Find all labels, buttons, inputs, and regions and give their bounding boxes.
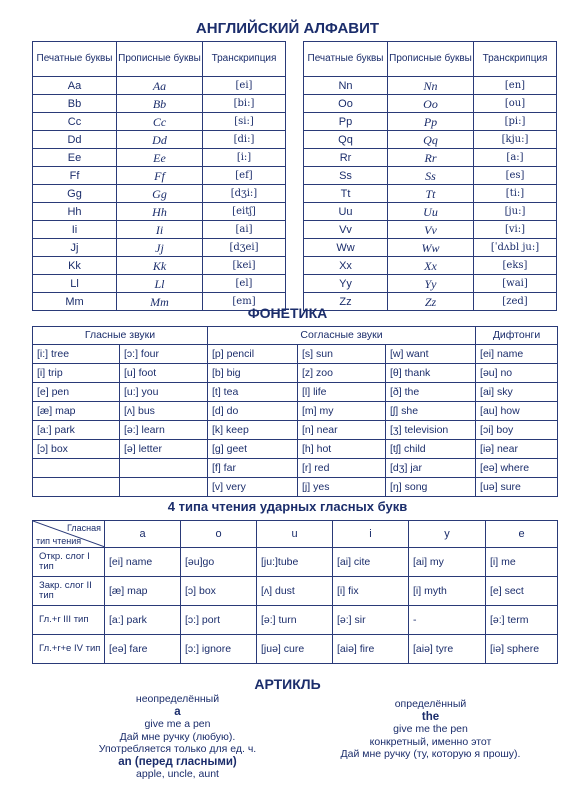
script-letter: Cc [117, 113, 203, 131]
transcription-header: Транскрипция [203, 42, 286, 77]
script-letter: Kk [117, 257, 203, 275]
script-letter: Bb [117, 95, 203, 113]
phonetics-table [32, 326, 558, 497]
reading-cell: [ə:] sir [333, 606, 409, 635]
reading-types-table [32, 520, 558, 664]
printed-letter: Qq [304, 131, 388, 149]
printed-letter: Nn [304, 77, 388, 95]
phonetics-row [33, 459, 558, 478]
sound-cell: [ə:] learn [120, 421, 208, 440]
script-letter: Ii [117, 221, 203, 239]
alphabet-row [33, 77, 286, 95]
alphabet-row [33, 167, 286, 185]
sound-cell: [e] pen [33, 383, 120, 402]
sound-cell: [b] big [208, 364, 298, 383]
definite-word-the: the [421, 710, 440, 723]
sound-cell: [ʒ] television [386, 421, 476, 440]
alphabet-table-right [303, 41, 557, 311]
sound-cell: [ɔi] boy [476, 421, 558, 440]
script-letter: Jj [117, 239, 203, 257]
printed-header: Печатные буквы [33, 42, 117, 77]
sound-cell: [a:] park [33, 421, 120, 440]
printed-letter: Mm [33, 293, 117, 311]
sound-cell: [d] do [208, 402, 298, 421]
phonetics-row [33, 383, 558, 402]
alphabet-row [33, 95, 286, 113]
alphabet-row [304, 203, 557, 221]
script-letter: Qq [388, 131, 474, 149]
indefinite-note: Употребляется только для ед. ч. [98, 743, 257, 755]
indefinite-label: неопределённый [135, 693, 220, 705]
alphabet-header-row [33, 42, 286, 77]
transcription: [wai] [474, 275, 557, 293]
vowel-header: e [486, 521, 558, 548]
vowels-header: Гласные звуки [33, 327, 208, 345]
reading-cell: [juə] cure [257, 635, 333, 664]
transcription: [ai] [203, 221, 286, 239]
vowel-header: o [181, 521, 257, 548]
printed-letter: Dd [33, 131, 117, 149]
indefinite-word-an: an (перед гласными) [118, 755, 237, 768]
alphabet-row [33, 113, 286, 131]
script-letter: Xx [388, 257, 474, 275]
sound-cell [120, 459, 208, 478]
corner-vowel-label: Гласная [67, 523, 101, 533]
sound-cell: [ɔ:] four [120, 345, 208, 364]
sound-cell: [ð] the [386, 383, 476, 402]
reading-cell: [iə] sphere [486, 635, 558, 664]
transcription: [en] [474, 77, 557, 95]
phonetics-title: ФОНЕТИКА [247, 305, 328, 321]
sound-cell: [u] foot [120, 364, 208, 383]
sound-cell: [əu] no [476, 364, 558, 383]
reading-cell: [eə] fare [105, 635, 181, 664]
script-letter: Zz [388, 293, 474, 311]
phonetics-row [33, 364, 558, 383]
indefinite-translation: Дай мне ручку (любую). [119, 730, 236, 743]
printed-letter: Ss [304, 167, 388, 185]
sound-cell: [u:] you [120, 383, 208, 402]
article-indefinite [70, 693, 285, 781]
transcription: [es] [474, 167, 557, 185]
alphabet-title: АНГЛИЙСКИЙ АЛФАВИТ [195, 20, 380, 37]
alphabet-row [304, 275, 557, 293]
reading-type-label: Гл.+r+e IV тип [33, 635, 105, 664]
reading-cell: [ɔ:] port [181, 606, 257, 635]
transcription: [eitʃ] [203, 203, 286, 221]
reading-cell: - [409, 606, 486, 635]
reading-cell: [ʌ] dust [257, 577, 333, 606]
reading-type-label: Гл.+r III тип [33, 606, 105, 635]
alphabet-row [33, 275, 286, 293]
script-header: Прописные буквы [388, 42, 474, 77]
script-letter: Nn [388, 77, 474, 95]
sound-cell [120, 478, 208, 497]
printed-letter: Cc [33, 113, 117, 131]
sound-cell: [j] yes [298, 478, 386, 497]
vowel-header: y [409, 521, 486, 548]
transcription: [vi:] [474, 221, 557, 239]
alphabet-row [304, 113, 557, 131]
reading-cell: [ə:] turn [257, 606, 333, 635]
transcription: [a:] [474, 149, 557, 167]
sound-cell: [z] zoo [298, 364, 386, 383]
alphabet-table-left [32, 41, 286, 311]
article-definite [318, 698, 543, 761]
printed-letter: Gg [33, 185, 117, 203]
transcription: [ef] [203, 167, 286, 185]
transcription: [eks] [474, 257, 557, 275]
transcription: [el] [203, 275, 286, 293]
sound-cell: [i] trip [33, 364, 120, 383]
script-letter: Oo [388, 95, 474, 113]
script-letter: Aa [117, 77, 203, 95]
printed-letter: Zz [304, 293, 388, 311]
reading-corner-cell [33, 521, 105, 548]
transcription-header: Транскрипция [474, 42, 557, 77]
sound-cell: [s] sun [298, 345, 386, 364]
phonetics-header-row [33, 327, 558, 345]
script-letter: Vv [388, 221, 474, 239]
reading-row [33, 577, 558, 606]
printed-letter: Aa [33, 77, 117, 95]
transcription: [ei] [203, 77, 286, 95]
vowel-header: i [333, 521, 409, 548]
script-letter: Rr [388, 149, 474, 167]
alphabet-row [33, 131, 286, 149]
indefinite-example-an: apple, uncle, aunt [136, 768, 219, 780]
transcription: [ti:] [474, 185, 557, 203]
transcription: [ˈdʌbl ju:] [474, 239, 557, 257]
reading-cell: [i] fix [333, 577, 409, 606]
printed-letter: Jj [33, 239, 117, 257]
reading-row [33, 606, 558, 635]
reading-cell: [ei] name [105, 548, 181, 577]
alphabet-row [33, 239, 286, 257]
printed-letter: Ff [33, 167, 117, 185]
transcription: [dʒei] [203, 239, 286, 257]
sound-cell: [θ] thank [386, 364, 476, 383]
alphabet-row [304, 149, 557, 167]
sound-cell: [ə] letter [120, 440, 208, 459]
script-letter: Ss [388, 167, 474, 185]
alphabet-row [304, 77, 557, 95]
alphabet-row [304, 185, 557, 203]
script-header: Прописные буквы [117, 42, 203, 77]
sound-cell: [iə] near [476, 440, 558, 459]
sound-cell: [ʃ] she [386, 402, 476, 421]
script-letter: Ll [117, 275, 203, 293]
phonetics-row [33, 402, 558, 421]
sound-cell: [uə] sure [476, 478, 558, 497]
sound-cell: [n] near [298, 421, 386, 440]
reading-cell: [aiə] fire [333, 635, 409, 664]
alphabet-row [304, 257, 557, 275]
diphthongs-header: Дифтонги [476, 327, 558, 345]
printed-letter: Ww [304, 239, 388, 257]
reading-cell: [e] sect [486, 577, 558, 606]
script-letter: Hh [117, 203, 203, 221]
transcription: [em] [203, 293, 286, 311]
printed-header: Печатные буквы [304, 42, 388, 77]
reading-cell: [aiə] tyre [409, 635, 486, 664]
sound-cell [33, 459, 120, 478]
printed-letter: Yy [304, 275, 388, 293]
printed-letter: Kk [33, 257, 117, 275]
phonetics-row [33, 440, 558, 459]
sound-cell [33, 478, 120, 497]
printed-letter: Xx [304, 257, 388, 275]
transcription: [ou] [474, 95, 557, 113]
reading-cell: [i] myth [409, 577, 486, 606]
reading-type-label: Закр. слог II тип [33, 577, 105, 606]
alphabet-row [304, 95, 557, 113]
sound-cell: [p] pencil [208, 345, 298, 364]
transcription: [kei] [203, 257, 286, 275]
definite-translation-2: Дай мне ручку (ту, которую я прошу). [340, 748, 521, 760]
script-letter: Yy [388, 275, 474, 293]
reading-cell: [ai] my [409, 548, 486, 577]
reading-type-label: Откр. слог I тип [33, 548, 105, 577]
alphabet-header-row [304, 42, 557, 77]
alphabet-row [304, 131, 557, 149]
script-letter: Dd [117, 131, 203, 149]
sound-cell: [dʒ] jar [386, 459, 476, 478]
script-letter: Ee [117, 149, 203, 167]
vowel-header: u [257, 521, 333, 548]
sound-cell: [k] keep [208, 421, 298, 440]
sound-cell: [ŋ] song [386, 478, 476, 497]
printed-letter: Rr [304, 149, 388, 167]
definite-label: определённый [394, 698, 467, 710]
sound-cell: [v] very [208, 478, 298, 497]
reading-row [33, 635, 558, 664]
transcription: [dʒi:] [203, 185, 286, 203]
sound-cell: [w] want [386, 345, 476, 364]
reading-cell: [ə:] term [486, 606, 558, 635]
vowel-header: a [105, 521, 181, 548]
indefinite-example: give me a pen [144, 718, 211, 730]
reading-cell: [ju:]tube [257, 548, 333, 577]
printed-letter: Bb [33, 95, 117, 113]
alphabet-row [304, 239, 557, 257]
reading-cell: [əu]go [181, 548, 257, 577]
definite-translation: конкретный, именно этот [369, 735, 492, 748]
alphabet-row [304, 167, 557, 185]
sound-cell: [ei] name [476, 345, 558, 364]
alphabet-row [33, 203, 286, 221]
sound-cell: [æ] map [33, 402, 120, 421]
reading-cell: [i] me [486, 548, 558, 577]
transcription: [pi:] [474, 113, 557, 131]
script-letter: Gg [117, 185, 203, 203]
sound-cell: [t] tea [208, 383, 298, 402]
sound-cell: [i:] tree [33, 345, 120, 364]
transcription: [bi:] [203, 95, 286, 113]
sound-cell: [h] hot [298, 440, 386, 459]
script-letter: Ww [388, 239, 474, 257]
indefinite-word-a: a [174, 705, 181, 718]
script-letter: Uu [388, 203, 474, 221]
printed-letter: Uu [304, 203, 388, 221]
alphabet-row [33, 221, 286, 239]
script-letter: Mm [117, 293, 203, 311]
printed-letter: Ee [33, 149, 117, 167]
alphabet-row [33, 185, 286, 203]
sound-cell: [au] how [476, 402, 558, 421]
printed-letter: Ii [33, 221, 117, 239]
sound-cell: [tʃ] child [386, 440, 476, 459]
sound-cell: [ai] sky [476, 383, 558, 402]
sound-cell: [m] my [298, 402, 386, 421]
printed-letter: Vv [304, 221, 388, 239]
reading-header-row [33, 521, 558, 548]
phonetics-row [33, 345, 558, 364]
reading-cell: [ɔ:] ignore [181, 635, 257, 664]
transcription: [i:] [203, 149, 286, 167]
phonetics-row [33, 421, 558, 440]
sound-cell: [ɔ] box [33, 440, 120, 459]
article-title: АРТИКЛЬ [254, 676, 321, 692]
sound-cell: [r] red [298, 459, 386, 478]
transcription: [zed] [474, 293, 557, 311]
transcription: [si:] [203, 113, 286, 131]
transcription: [ju:] [474, 203, 557, 221]
sound-cell: [ʌ] bus [120, 402, 208, 421]
reading-cell: [ɔ] box [181, 577, 257, 606]
printed-letter: Oo [304, 95, 388, 113]
printed-letter: Hh [33, 203, 117, 221]
reading-title: 4 типа чтения ударных гласных букв [167, 499, 408, 514]
alphabet-row [33, 149, 286, 167]
script-letter: Ff [117, 167, 203, 185]
script-letter: Tt [388, 185, 474, 203]
reading-cell: [ai] cite [333, 548, 409, 577]
script-letter: Pp [388, 113, 474, 131]
reading-cell: [æ] map [105, 577, 181, 606]
transcription: [di:] [203, 131, 286, 149]
reading-row [33, 548, 558, 577]
consonants-header: Согласные звуки [208, 327, 476, 345]
sound-cell: [f] far [208, 459, 298, 478]
transcription: [kju:] [474, 131, 557, 149]
printed-letter: Pp [304, 113, 388, 131]
alphabet-row [33, 257, 286, 275]
alphabet-row [304, 221, 557, 239]
sound-cell: [g] geet [208, 440, 298, 459]
corner-type-label: тип чтения [36, 536, 82, 546]
sound-cell: [eə] where [476, 459, 558, 478]
sound-cell: [l] life [298, 383, 386, 402]
phonetics-row [33, 478, 558, 497]
reading-cell: [a:] park [105, 606, 181, 635]
printed-letter: Ll [33, 275, 117, 293]
printed-letter: Tt [304, 185, 388, 203]
definite-example: give me the pen [393, 723, 468, 735]
